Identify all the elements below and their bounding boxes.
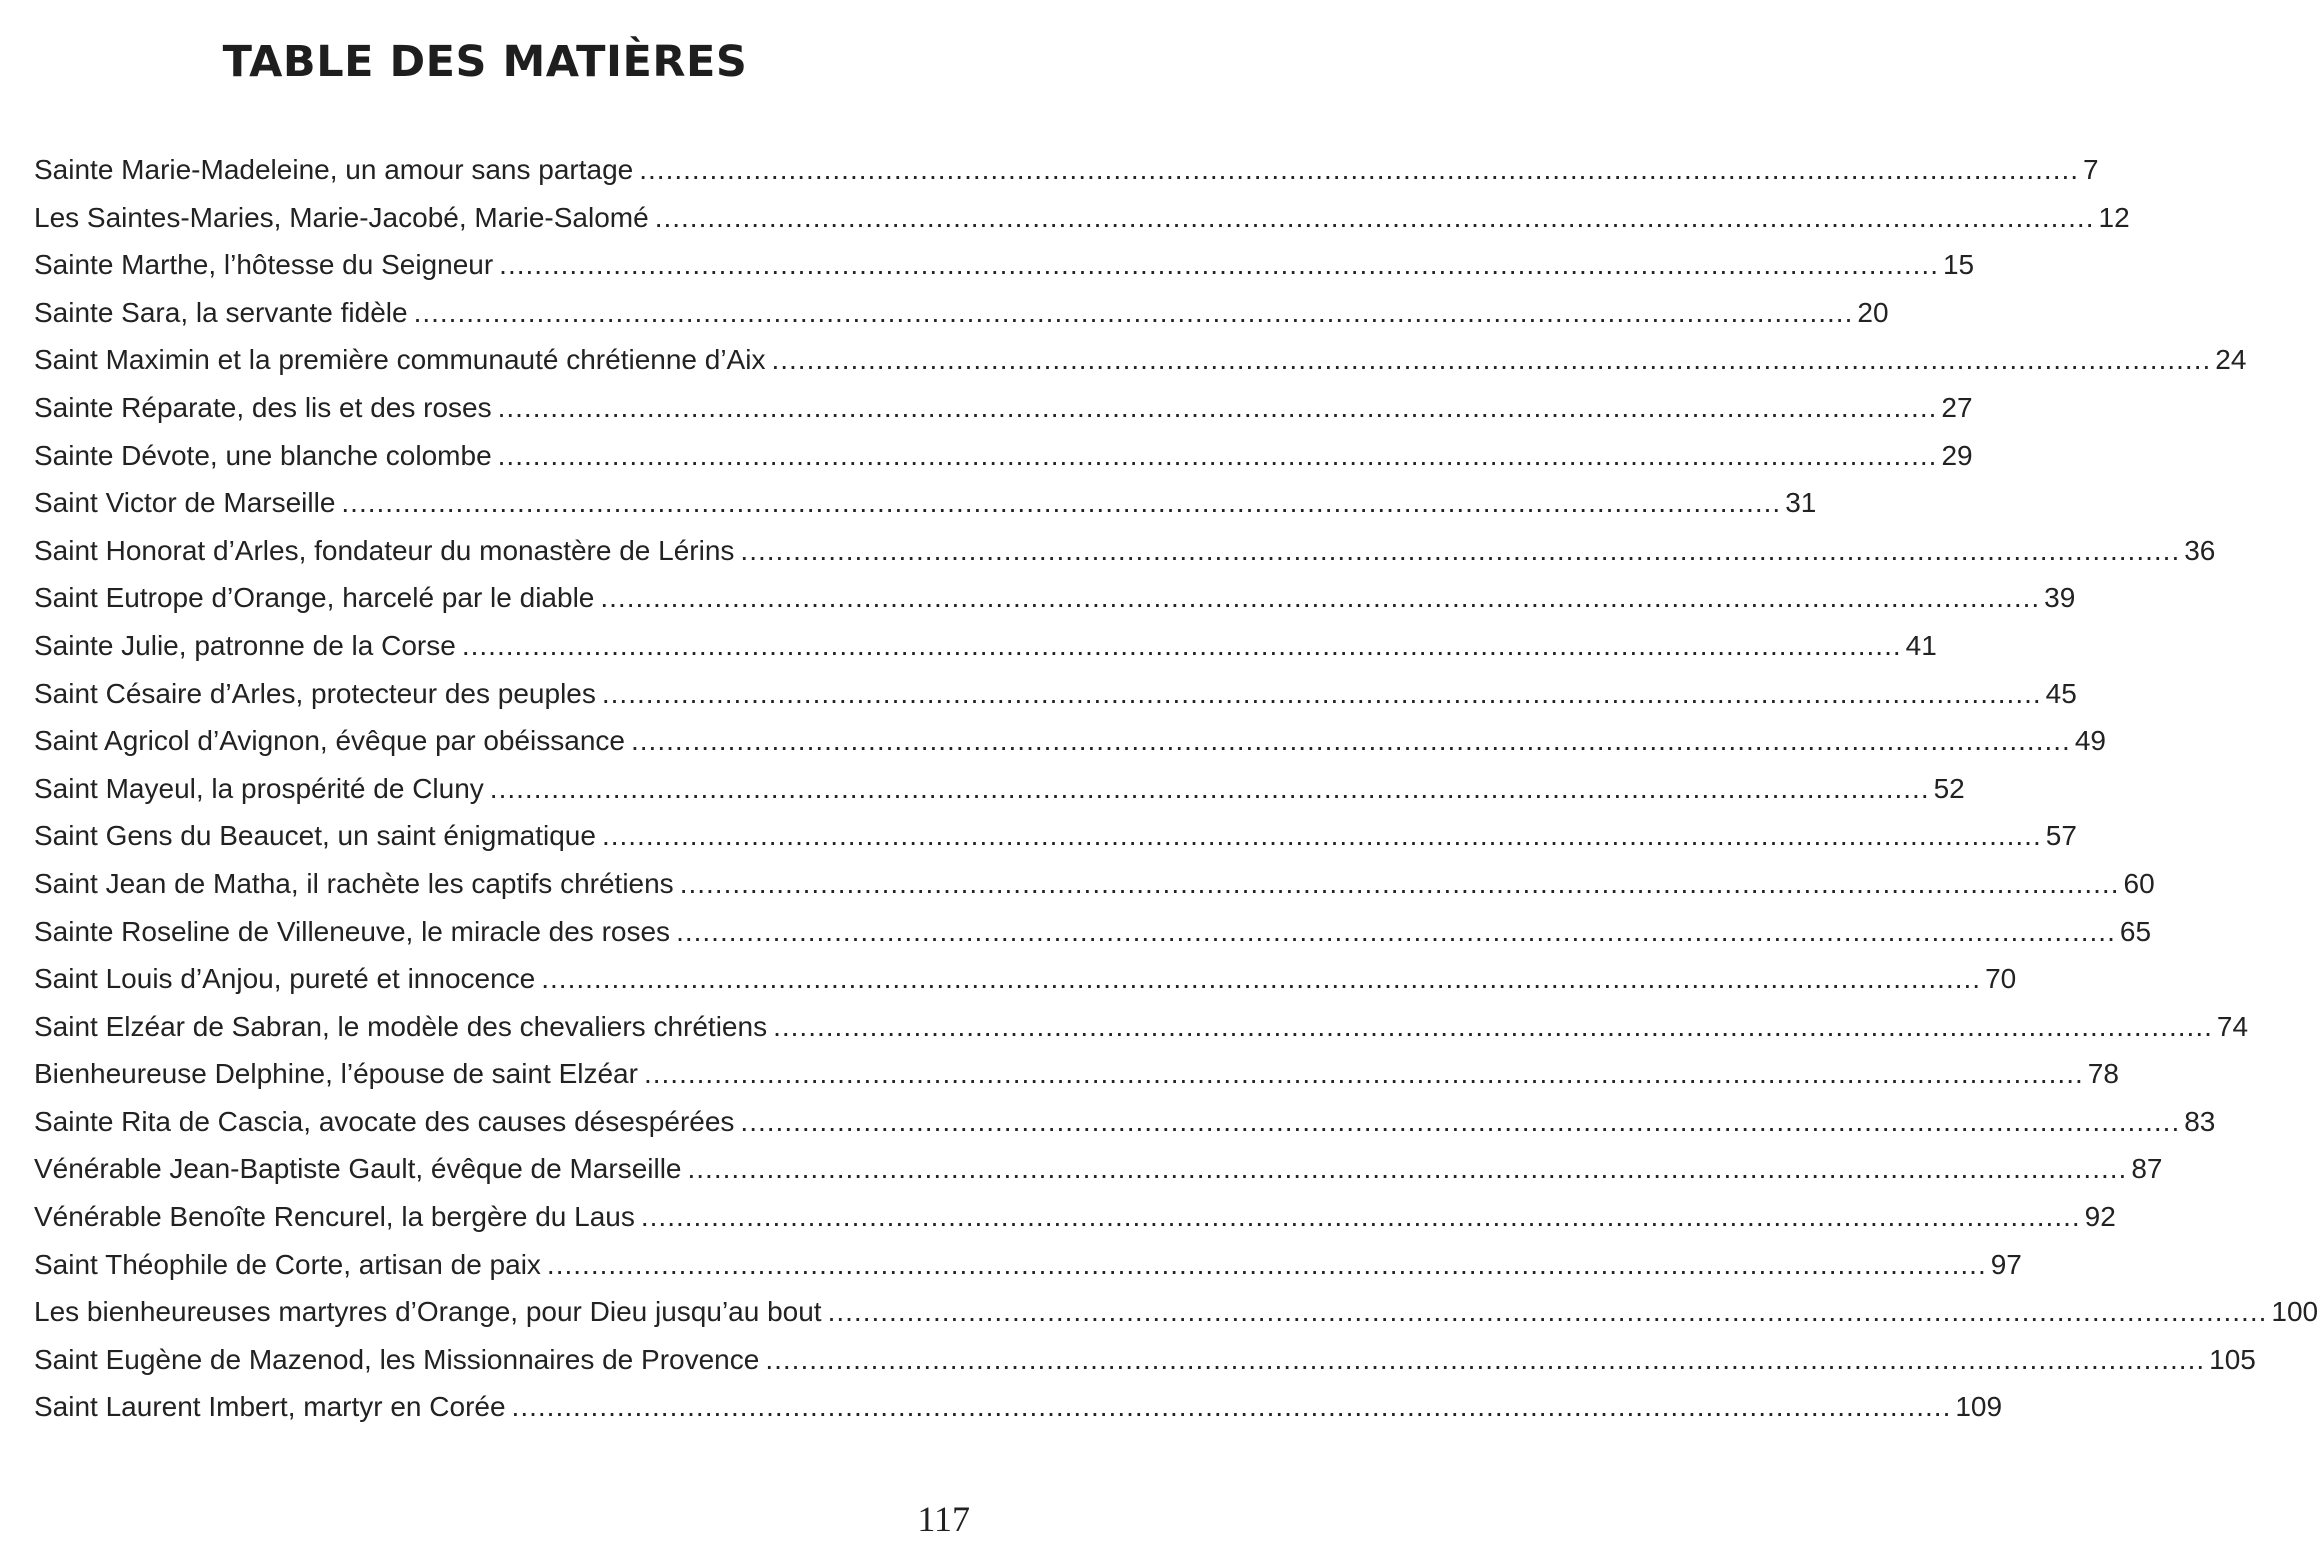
toc-entry-title: Saint Maximin et la première communauté chrétienne d’Aix — [34, 344, 766, 376]
dot-leader — [680, 860, 2120, 908]
toc-entry-page-number: 15 — [1942, 249, 1975, 281]
dot-leader — [771, 336, 2211, 384]
toc-entry-title: Saint Eugène de Mazenod, les Missionnaires de Provence — [34, 1343, 760, 1375]
toc-entry — [34, 1336, 2256, 1384]
toc-entry — [34, 1241, 2022, 1289]
toc-entry-title: Saint Jean de Matha, il rachète les captifs chrétiens — [34, 867, 674, 899]
toc-entry — [34, 1003, 2249, 1051]
dot-leader — [462, 622, 1902, 670]
toc-entry-page-number: 70 — [1985, 963, 2017, 995]
dot-leader — [498, 432, 1938, 480]
toc-entry-title: Sainte Sara, la servante fidèle — [34, 296, 408, 328]
toc-entry-page-number: 57 — [2045, 820, 2077, 852]
toc-entry — [34, 194, 2130, 242]
toc-entry-title: Les bienheureuses martyres d’Orange, pour Dieu jusqu’au bout — [34, 1296, 822, 1328]
dot-leader — [655, 194, 2095, 242]
toc-entry — [34, 1193, 2116, 1241]
toc-entry — [34, 479, 1817, 527]
table-of-contents — [34, 146, 2318, 1431]
toc-entry-page-number: 29 — [1941, 439, 1973, 471]
toc-entry-title: Sainte Roseline de Villeneuve, le miracle des roses — [34, 915, 671, 947]
dot-leader — [688, 1145, 2128, 1193]
dot-leader — [541, 955, 1981, 1003]
page-number: 117 — [917, 1499, 970, 1539]
dot-leader — [740, 1098, 2180, 1146]
toc-entry-page-number: 109 — [1955, 1391, 2003, 1423]
toc-entry-title: Saint Victor de Marseille — [34, 487, 336, 519]
toc-entry — [34, 1288, 2318, 1336]
dot-leader — [773, 1003, 2213, 1051]
toc-entry-page-number: 74 — [2216, 1010, 2249, 1042]
dot-leader — [740, 527, 2180, 575]
toc-entry — [34, 1050, 2119, 1098]
toc-entry-page-number: 87 — [2131, 1153, 2163, 1185]
dot-leader — [765, 1336, 2205, 1384]
dot-leader — [639, 146, 2079, 194]
toc-entry-title: Sainte Dévote, une blanche colombe — [34, 439, 492, 471]
toc-entry — [34, 574, 2076, 622]
toc-entry-page-number: 20 — [1857, 296, 1889, 328]
dot-leader — [341, 479, 1781, 527]
toc-entry — [34, 241, 1975, 289]
dot-leader — [828, 1288, 2268, 1336]
dot-leader — [498, 384, 1938, 432]
toc-entry — [34, 432, 1973, 480]
toc-entry-title: Sainte Rita de Cascia, avocate des causes désespérées — [34, 1105, 735, 1137]
toc-entry — [34, 622, 1937, 670]
dot-leader — [490, 765, 1930, 813]
toc-entry — [34, 812, 2077, 860]
toc-entry-title: Sainte Réparate, des lis et des roses — [34, 391, 492, 423]
dot-leader — [602, 670, 2042, 718]
toc-entry — [34, 1145, 2163, 1193]
toc-entry — [34, 1383, 2003, 1431]
dot-leader — [676, 908, 2116, 956]
toc-entry-title: Sainte Julie, patronne de la Corse — [34, 629, 456, 661]
toc-entry-page-number: 36 — [2184, 534, 2216, 566]
toc-entry-page-number: 24 — [2215, 344, 2247, 376]
toc-entry-title: Saint Agricol d’Avignon, évêque par obéissance — [34, 725, 625, 757]
toc-entry-page-number: 100 — [2271, 1296, 2318, 1328]
toc-entry-title: Vénérable Benoîte Rencurel, la bergère du Laus — [34, 1201, 635, 1233]
toc-entry-page-number: 97 — [1990, 1248, 2022, 1280]
toc-entry-page-number: 31 — [1785, 487, 1817, 519]
toc-entry-page-number: 52 — [1933, 772, 1965, 804]
toc-entry-title: Saint Louis d’Anjou, pureté et innocence — [34, 963, 536, 995]
toc-entry — [34, 289, 1889, 337]
toc-entry-title: Les Saintes-Maries, Marie-Jacobé, Marie-Salomé — [34, 201, 649, 233]
toc-entry-page-number: 83 — [2184, 1105, 2216, 1137]
toc-entry-page-number: 60 — [2123, 867, 2155, 899]
toc-entry-page-number: 49 — [2074, 725, 2106, 757]
toc-entry — [34, 908, 2152, 956]
toc-entry-page-number: 78 — [2087, 1058, 2119, 1090]
dot-leader — [641, 1193, 2081, 1241]
toc-entry-title: Saint Elzéar de Sabran, le modèle des chevaliers chrétiens — [34, 1010, 768, 1042]
toc-entry-title: Saint Honorat d’Arles, fondateur du monastère de Lérins — [34, 534, 735, 566]
toc-entry — [34, 527, 2216, 575]
toc-entry — [34, 670, 2077, 718]
toc-entry — [34, 1098, 2216, 1146]
toc-entry — [34, 765, 1965, 813]
toc-entry-page-number: 41 — [1905, 629, 1937, 661]
page-title: TABLE DES MATIÈRES — [222, 36, 748, 87]
toc-entry-page-number: 92 — [2084, 1201, 2116, 1233]
toc-entry-title: Saint Théophile de Corte, artisan de paix — [34, 1248, 541, 1280]
toc-entry-title: Saint Mayeul, la prospérité de Cluny — [34, 772, 484, 804]
toc-entry-page-number: 7 — [2083, 154, 2099, 185]
toc-entry — [34, 384, 1973, 432]
toc-entry-title: Sainte Marie-Madeleine, un amour sans partage — [34, 154, 634, 185]
toc-entry-title: Saint Eutrope d’Orange, harcelé par le diable — [34, 582, 595, 614]
toc-entry — [34, 146, 2099, 194]
toc-entry — [34, 336, 2247, 384]
toc-entry-title: Vénérable Jean-Baptiste Gault, évêque de Marseille — [34, 1153, 682, 1185]
toc-entry-title: Bienheureuse Delphine, l’épouse de saint Elzéar — [34, 1058, 638, 1090]
toc-entry-title: Saint Gens du Beaucet, un saint énigmatique — [34, 820, 596, 852]
toc-entry — [34, 955, 2017, 1003]
toc-entry-page-number: 105 — [2209, 1343, 2256, 1375]
toc-entry-page-number: 39 — [2044, 582, 2076, 614]
toc-entry-page-number: 12 — [2098, 201, 2130, 233]
dot-leader — [602, 812, 2042, 860]
dot-leader — [600, 574, 2040, 622]
dot-leader — [631, 717, 2071, 765]
toc-entry-title: Saint Césaire d’Arles, protecteur des peuples — [34, 677, 596, 709]
toc-entry-title: Sainte Marthe, l’hôtesse du Seigneur — [34, 249, 494, 281]
toc-entry — [34, 717, 2106, 765]
toc-entry — [34, 860, 2155, 908]
dot-leader — [499, 241, 1939, 289]
toc-entry-title: Saint Laurent Imbert, martyr en Corée — [34, 1391, 506, 1423]
toc-entry-page-number: 45 — [2045, 677, 2077, 709]
toc-entry-page-number: 65 — [2119, 915, 2152, 947]
toc-entry-page-number: 27 — [1941, 391, 1973, 423]
dot-leader — [512, 1383, 1952, 1431]
dot-leader — [414, 289, 1854, 337]
dot-leader — [644, 1050, 2084, 1098]
dot-leader — [547, 1241, 1987, 1289]
